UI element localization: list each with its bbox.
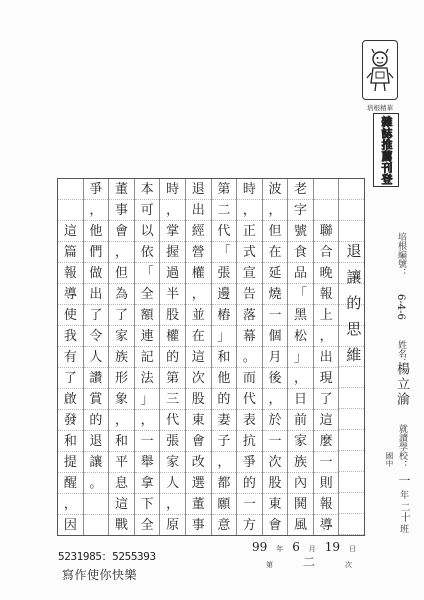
grid-cell: 波 (263, 179, 288, 200)
grid-cell (58, 200, 83, 221)
grid-cell: ， (135, 410, 160, 431)
grid-cell: 賞 (84, 389, 109, 410)
grid-cell: 日 (288, 389, 313, 410)
school-suffix: 國中 (385, 452, 394, 467)
grid-cell: 於 (263, 410, 288, 431)
grid-cell: 燒 (263, 284, 288, 305)
grid-cell: 篇 (58, 242, 83, 263)
grid-cell: 東 (263, 494, 288, 515)
attempt-prefix: 第 (266, 561, 273, 569)
grid-cell: 風 (294, 517, 308, 533)
grid-cell (339, 409, 364, 430)
grid-cell: 讓 (84, 452, 109, 473)
grid-cell (339, 388, 364, 409)
grid-cell: ， (263, 389, 288, 410)
grid-cell: ， (237, 200, 262, 221)
grid-cell: 代 (160, 410, 185, 431)
grid-cell: 半 (160, 284, 185, 305)
grid-cell: 前 (288, 410, 313, 431)
grid-cell: 時 (160, 179, 185, 200)
grid-cell: 了 (58, 368, 83, 389)
grid-cell: 」 (135, 389, 160, 410)
grid-cell: 以 (135, 221, 160, 242)
grid-cell: 松 (288, 326, 313, 347)
grid-cell: 選 (186, 473, 211, 494)
grid-cell: 合 (314, 242, 339, 263)
grid-cell: 啟 (58, 389, 83, 410)
grid-cell: 象 (109, 389, 134, 410)
grid-cell: 的 (160, 347, 185, 368)
grid-cell: 股 (160, 305, 185, 326)
grid-cell: 一 (314, 452, 339, 473)
grid-cell: 子 (212, 431, 237, 452)
grid-cell: 導 (58, 284, 83, 305)
grid-cell: 第 (212, 179, 237, 200)
grid-cell: 營 (186, 242, 211, 263)
grid-cell: 東 (186, 410, 211, 431)
grid-cell: 額 (135, 305, 160, 326)
grid-column (288, 179, 314, 535)
grid-cell: 在 (186, 326, 211, 347)
name-label: 姓名： (396, 340, 406, 367)
grid-column (212, 179, 238, 535)
grid-cell: 法 (135, 368, 160, 389)
grid-cell (84, 494, 109, 515)
grid-cell: 董 (186, 494, 211, 515)
grid-cell: 的 (84, 410, 109, 431)
grid-cell: ， (314, 326, 339, 347)
class-label: 班 (398, 524, 408, 533)
grid-cell: 事 (109, 200, 134, 221)
grid-cell: 字 (288, 200, 313, 221)
grid-cell: ， (288, 368, 313, 389)
grid-cell: 形 (109, 368, 134, 389)
grid-cell: 掌 (160, 221, 185, 242)
grid-cell: 一 (263, 431, 288, 452)
grid-cell: 第 (160, 368, 185, 389)
grid-cell: 食 (288, 242, 313, 263)
grid-cell: 了 (109, 305, 134, 326)
grid-cell: 報 (314, 494, 339, 515)
grid-cell: 時 (237, 179, 262, 200)
grid-cell: 」 (288, 347, 313, 368)
date-month: 6 (292, 540, 300, 554)
essay-grid (57, 178, 365, 536)
recommend-badge (373, 113, 399, 187)
grid-cell: 內 (288, 473, 313, 494)
date-day: 19 (324, 540, 341, 554)
grid-cell: 我 (58, 326, 83, 347)
grid-cell: 家 (109, 326, 134, 347)
grid-cell: 式 (237, 242, 262, 263)
grid-cell: 麼 (314, 431, 339, 452)
grid-cell: 聯 (314, 221, 339, 242)
grid-cell: 可 (135, 200, 160, 221)
id-label: 培根編號： (396, 232, 406, 277)
grid-cell: 出 (314, 347, 339, 368)
grid-cell: 張 (160, 431, 185, 452)
date-year: 99 (252, 540, 268, 554)
grid-cell: 家 (288, 431, 313, 452)
grid-cell (339, 493, 364, 514)
slogan: 寫作使你快樂 (62, 568, 138, 582)
grid-cell: 一 (135, 431, 160, 452)
grid-cell: 經 (186, 221, 211, 242)
id-value: 6-4-6 (395, 294, 406, 320)
grid-column (186, 179, 212, 535)
grid-cell: 股 (186, 389, 211, 410)
date-row (252, 540, 356, 554)
grid-cell: 會 (268, 517, 282, 533)
grid-cell: 事 (191, 517, 205, 533)
grid-cell: 晚 (314, 263, 339, 284)
grid-cell: 但 (109, 263, 134, 284)
grid-cell: 的 (212, 389, 237, 410)
grid-cell: 全 (140, 517, 154, 533)
grid-cell: 會 (186, 431, 211, 452)
grid-cell: 家 (160, 452, 185, 473)
grid-cell: 願 (212, 494, 237, 515)
grid-cell: 爭 (237, 452, 262, 473)
grid-cell (339, 451, 364, 472)
grid-cell: 「 (288, 284, 313, 305)
grid-column (135, 179, 161, 535)
grid-cell: 出 (84, 284, 109, 305)
grid-cell: 權 (160, 326, 185, 347)
grid-cell: 正 (237, 221, 262, 242)
grid-column (160, 179, 186, 535)
grid-cell (339, 221, 364, 242)
class-value: 二十 (398, 502, 409, 522)
grid-cell: 做 (84, 263, 109, 284)
date-month-label: 月 (308, 545, 316, 553)
grid-cell: 股 (263, 473, 288, 494)
grid-cell: 報 (314, 284, 339, 305)
grid-cell: 改 (186, 452, 211, 473)
recommend-badge-text: 雜誌推薦刊登 (380, 115, 393, 185)
grid-cell: 一 (263, 305, 288, 326)
grid-cell: 妻 (212, 410, 237, 431)
grid-cell: 一 (237, 494, 262, 515)
grid-cell: ， (58, 494, 83, 515)
school-label: 就讀學校： (397, 424, 407, 469)
grid-cell: 品 (288, 263, 313, 284)
grid-cell: 抗 (237, 431, 262, 452)
grid-cell: 這 (58, 221, 83, 242)
grid-column (109, 179, 135, 535)
grid-cell: 宣 (237, 263, 262, 284)
grid-cell: 醒 (58, 473, 83, 494)
grid-cell: 下 (135, 494, 160, 515)
grid-cell: 並 (186, 305, 211, 326)
grid-cell: 了 (84, 305, 109, 326)
grid-cell: 都 (212, 473, 237, 494)
grid-cell: ， (212, 452, 237, 473)
attempt-row (266, 556, 352, 570)
grid-cell (84, 515, 109, 535)
grid-cell: 依 (135, 242, 160, 263)
grid-cell: 。 (84, 473, 109, 494)
grid-cell (314, 200, 339, 221)
grid-cell: 人 (84, 347, 109, 368)
grid-cell: ， (160, 200, 185, 221)
grid-cell: 但 (263, 221, 288, 242)
grid-cell: 這 (186, 347, 211, 368)
grid-cell: 號 (288, 221, 313, 242)
grid-column (58, 179, 84, 535)
grid-cell: 這 (109, 494, 134, 515)
grid-cell: 董 (109, 179, 134, 200)
grid-cell: 次 (263, 452, 288, 473)
grid-cell: 權 (186, 263, 211, 284)
grid-cell: 方 (242, 517, 256, 533)
grid-cell: 延 (263, 263, 288, 284)
grid-cell: 上 (314, 305, 339, 326)
grid-cell: 落 (237, 305, 262, 326)
grid-cell: ， (160, 494, 185, 515)
grid-cell: ， (84, 200, 109, 221)
grid-cell: 族 (288, 452, 313, 473)
grid-cell (314, 179, 339, 200)
attempt-suffix: 次 (344, 561, 352, 569)
grid-cell: 「 (212, 242, 237, 263)
mascot-stamp (362, 40, 398, 100)
grid-cell (339, 200, 364, 221)
grid-cell: 代 (212, 221, 237, 242)
essay-title: 退讓的思維 (344, 243, 363, 373)
grid-cell: 提 (58, 452, 83, 473)
grid-cell: ， (109, 242, 134, 263)
grid-cell: 因 (63, 517, 77, 533)
grid-cell: 本 (135, 179, 160, 200)
student-name: 楊立渝 (394, 362, 409, 407)
grid-cell: ， (109, 410, 134, 431)
grid-cell: 有 (58, 347, 83, 368)
grid-cell: ， (186, 284, 211, 305)
grid-cell: 和 (58, 431, 83, 452)
grid-cell: 而 (237, 368, 262, 389)
grid-cell: 族 (109, 347, 134, 368)
grid-cell: 」 (212, 326, 237, 347)
grade-value: 一 (397, 474, 411, 486)
grid-cell: 二 (212, 200, 237, 221)
grid-cell: 出 (186, 200, 211, 221)
grid-cell: 人 (160, 473, 185, 494)
grid-cell: 和 (109, 431, 134, 452)
grid-cell: 平 (109, 452, 134, 473)
date-year-label: 年 (276, 545, 284, 553)
grid-cell: 代 (237, 389, 262, 410)
grid-cell: 使 (58, 305, 83, 326)
grid-cell: 原 (166, 517, 180, 533)
grid-column (263, 179, 289, 535)
grid-cell (339, 514, 364, 535)
grid-cell: 記 (135, 347, 160, 368)
grid-column (314, 179, 340, 535)
grid-cell: 為 (109, 284, 134, 305)
phone-numbers: 5231985：5255393 (58, 550, 156, 563)
grid-cell: ， (263, 200, 288, 221)
grid-cell: 「 (135, 263, 160, 284)
grid-cell: 在 (263, 242, 288, 263)
grid-cell: 爭 (84, 179, 109, 200)
grid-cell: 他 (84, 221, 109, 242)
grid-cell: 次 (186, 368, 211, 389)
grid-cell: 舉 (135, 452, 160, 473)
grid-cell: 導 (319, 517, 333, 533)
grid-cell: 後 (263, 368, 288, 389)
grid-cell: 個 (263, 326, 288, 347)
grid-column (237, 179, 263, 535)
grid-cell: 這 (314, 410, 339, 431)
grid-cell: 連 (135, 326, 160, 347)
stamp-caption: 培根精華 (367, 104, 393, 112)
grid-cell: 則 (314, 473, 339, 494)
grid-cell: 的 (237, 473, 262, 494)
attempt-value: 二 (302, 555, 315, 569)
grid-cell: 戰 (115, 517, 129, 533)
grid-cell (58, 179, 83, 200)
grid-column (84, 179, 110, 535)
grid-cell: 拿 (135, 473, 160, 494)
grid-cell: 讚 (84, 368, 109, 389)
grid-cell: 幕 (237, 326, 262, 347)
grid-cell: 握 (160, 242, 185, 263)
grid-cell: 會 (109, 221, 134, 242)
grid-cell: 邊 (212, 284, 237, 305)
grid-cell (339, 430, 364, 451)
mascot-stamp-icon (365, 45, 395, 95)
grid-cell: 退 (186, 179, 211, 200)
grid-cell (339, 472, 364, 493)
date-day-label: 日 (348, 545, 356, 553)
grid-cell: 告 (237, 284, 262, 305)
grade-label: 年 (398, 490, 408, 499)
grid-cell: 表 (237, 410, 262, 431)
grid-cell: 鬨 (288, 494, 313, 515)
grid-cell: 和 (212, 347, 237, 368)
grid-cell: 樁 (212, 305, 237, 326)
grid-cell: 令 (84, 326, 109, 347)
grid-cell: 黑 (288, 305, 313, 326)
grid-cell (339, 179, 364, 200)
grid-column (339, 179, 364, 535)
grid-cell: 現 (314, 368, 339, 389)
grid-cell: 月 (263, 347, 288, 368)
grid-cell: 張 (212, 263, 237, 284)
grid-cell: 報 (58, 263, 83, 284)
grid-cell: 。 (237, 347, 262, 368)
grid-cell: 全 (135, 284, 160, 305)
grid-cell: 意 (217, 517, 231, 533)
grid-cell: 發 (58, 410, 83, 431)
grid-cell: 他 (212, 368, 237, 389)
grid-cell: 了 (314, 389, 339, 410)
grid-cell: 們 (84, 242, 109, 263)
grid-cell: 退 (84, 431, 109, 452)
grid-cell: 過 (160, 263, 185, 284)
grid-cell: 息 (109, 473, 134, 494)
grid-cell: 三 (160, 389, 185, 410)
grid-cell: 老 (288, 179, 313, 200)
